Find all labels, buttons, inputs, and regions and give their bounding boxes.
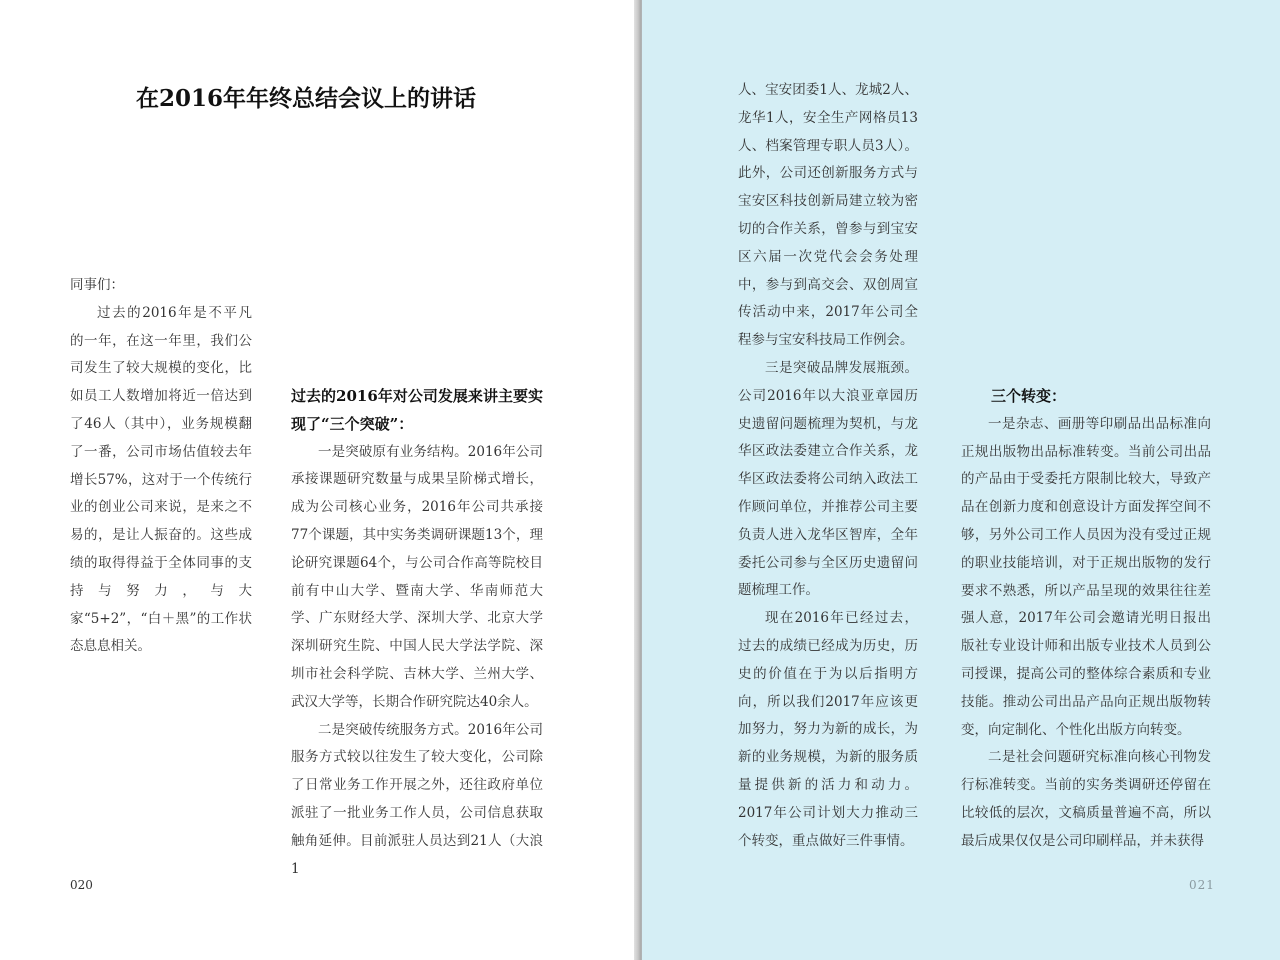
column-3 <box>738 77 918 855</box>
paragraph: 一是突破原有业务结构。2016年公司承接课题研究数量与成果呈阶梯式增长，成为公司核心业务，2016年公司共承接77个课题，其中实务类调研课题13个，理论研究课题64个，与公司合作高等院校目前有中山大学、暨南大学、华南师范大学、广东财经大学、深圳大学、北京大学深圳研究生院、中国人民大学法学院、深圳市社会科学院、吉林大学、兰州大学、武汉大学等，长期合作研究院达40余人。 <box>291 443 543 710</box>
paragraph: 三是突破品牌发展瓶颈。公司2016年以大浪亚章园历史遗留问题梳理为契机，与龙华区政法委建立合作关系，龙华区政法委将公司纳入政法工作顾问单位，并推荐公司主要负责人进入龙华区智库，全年委托公司参与全区历史遗留问题梳理工作。 <box>738 359 918 599</box>
left-page <box>0 0 637 960</box>
column-2 <box>291 383 543 883</box>
column-4 <box>961 383 1211 856</box>
paragraph: 人、宝安团委1人、龙城2人、龙华1人，安全生产网格员13人、档案管理专职人员3人）。此外，公司还创新服务方式与宝安区科技创新局建立较为密切的合作关系，曾参与到宝安区六届一次党代会会务处理中，参与到高交会、双创周宣传活动中来，2017年公司全程参与宝安科技局工作例会。 <box>738 82 918 349</box>
paragraph: 二是突破传统服务方式。2016年公司服务方式较以往发生了较大变化，公司除了日常业务工作开展之外，还往政府单位派驻了一批业务工作人员，公司信息获取触角延伸。目前派驻人员达到21人（大浪1 <box>291 721 543 877</box>
paragraph: 一是杂志、画册等印刷品出品标准向正规出版物出品标准转变。当前公司出品的产品由于受委托方限制比较大，导致产品在创新力度和创意设计方面发挥空间不够，另外公司工作人员因为没有受过正规的职业技能培训，对于正规出版物的发行要求不熟悉，所以产品呈现的效果往往差强人意，2017年公司会邀请光明日报出版社专业设计师和出版专业技术人员到公司授课，提高公司的整体综合素质和专业技能。推动公司出品产品向正规出版物转变，向定制化、个性化出版方向转变。 <box>961 415 1211 738</box>
section-heading: 过去的2016年对公司发展来讲主要实现了“三个突破”： <box>291 387 543 433</box>
page-number-left: 020 <box>70 878 93 892</box>
paragraph: 过去的2016年是不平凡的一年，在这一年里，我们公司发生了较大规模的变化，比如员工人数增加将近一倍达到了46人（其中），业务规模翻了一番，公司市场估值较去年增长57%，这对于一个传统行业的创业公司来说，是来之不易的，是让人振奋的。这些成绩的取得得益于全体同事的支持与努力，与大家“5+2”，“白＋黑”的工作状态息息相关。 <box>70 304 252 655</box>
salutation: 同事们： <box>70 277 124 293</box>
column-1 <box>70 272 252 661</box>
paragraph: 二是社会问题研究标准向核心刊物发行标准转变。当前的实务类调研还停留在比较低的层次，文稿质量普遍不高，所以最后成果仅仅是公司印刷样品，并未获得 <box>961 749 1211 849</box>
page-title: 在2016年年终总结会议上的讲话 <box>135 85 476 112</box>
page-number-right: 021 <box>1189 878 1215 892</box>
section-heading: 三个转变： <box>991 387 1067 405</box>
paragraph: 现在2016年已经过去，过去的成绩已经成为历史，历史的价值在于为以后指明方向，所以我们2017年应该更加努力，努力为新的成长，为新的业务规模，为新的服务质量提供新的活力和动力。2017年公司计划大力推动三个转变，重点做好三件事情。 <box>738 610 918 849</box>
